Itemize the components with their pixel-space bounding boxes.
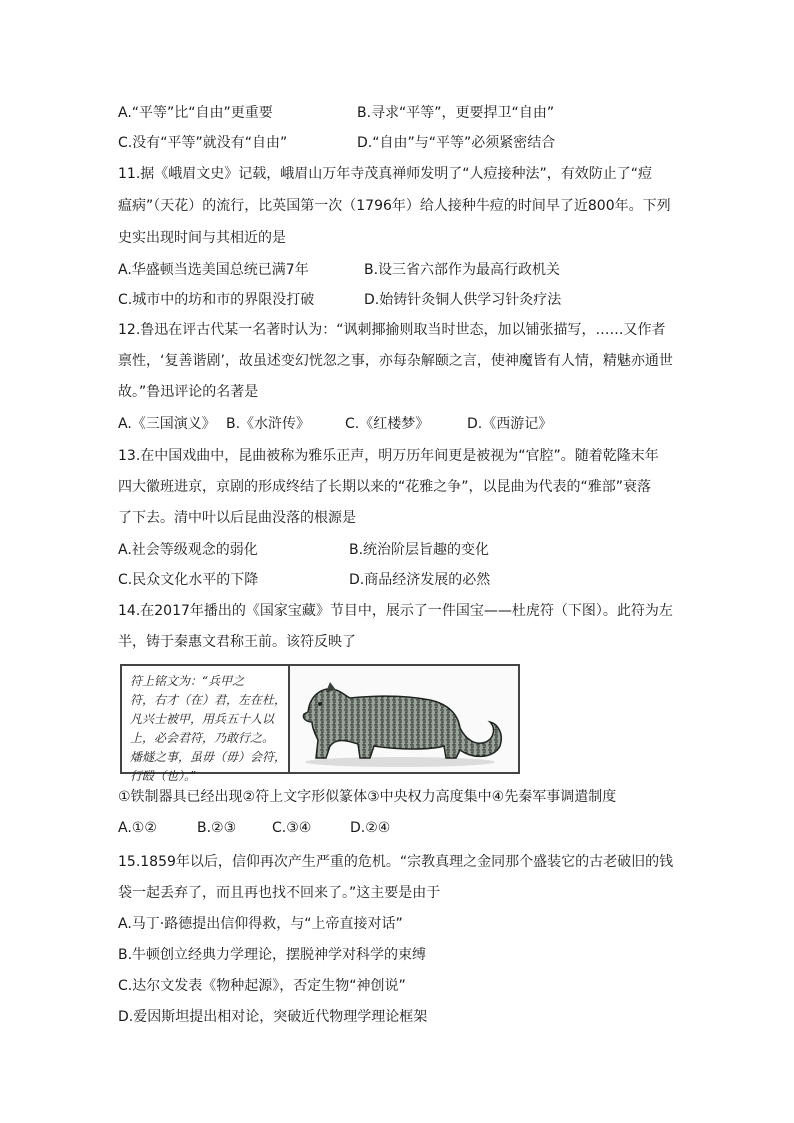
inscription-line: 符上铭文为：“兵甲之: [130, 674, 245, 688]
q12-stem-line-3: 故。”鲁迅评论的名著是: [118, 384, 259, 400]
q12-option-b: B.《水浒传》: [226, 416, 311, 432]
q13-stem-line-3: 了下去。清中叶以后昆曲没落的根源是: [118, 510, 356, 526]
inscription-line: 符，右才（在）君，左在杜，: [130, 693, 287, 707]
q15-option-a: A.马丁·路德提出信仰得救，与“上帝直接对话”: [118, 916, 403, 932]
q14-option-a: A.①②: [118, 820, 157, 836]
q14-option-d: D.②④: [350, 820, 391, 836]
tiger-tally-figure: [120, 664, 520, 783]
q12-stem-line-1: 12.鲁迅在评古代某一名著时认为：“讽刺揶揄则取当时世态，加以铺张描写，……又作者: [118, 322, 666, 338]
q12-option-c: C.《红楼梦》: [345, 416, 430, 432]
q15-stem-line-2: 袋一起丢弃了，而且再也找不回来了。”这主要是由于: [118, 885, 441, 901]
q11-option-d: D.始铸针灸铜人供学习针灸疗法: [364, 292, 562, 308]
q10-option-c: C.没有“平等”就没有“自由”: [118, 135, 288, 151]
q14-option-c: C.③④: [272, 820, 312, 836]
q13-option-a: A.社会等级观念的弱化: [118, 542, 258, 558]
q11-stem-line-3: 史实出现时间与其相近的是: [118, 230, 286, 246]
q11-stem-line-1: 11.据《峨眉文史》记载，峨眉山万年寺茂真禅师发明了“人痘接种法”，有效防止了“痘: [118, 166, 653, 182]
q13-stem-line-2: 四大徽班进京，京剧的形成终结了长期以来的“花雅之争”，以昆曲为代表的“雅部”衰落: [118, 479, 652, 495]
q10-option-a: A.“平等”比“自由”更重要: [118, 105, 273, 121]
q12-stem-line-2: 禀性，‘复善谐剧’，故虽述变幻恍忽之事，亦每杂解颐之言，使神魔皆有人情，精魅亦通世: [118, 353, 673, 369]
q13-option-c: C.民众文化水平的下降: [118, 572, 259, 588]
bronze-tiger-tally-icon: [290, 666, 518, 772]
q12-option-a: A.《三国演义》: [118, 416, 216, 432]
q11-stem-line-2: 瘟病”（天花）的流行，比英国第一次（1796年）给人接种牛痘的时间早了近800年。下列: [118, 198, 671, 214]
q14-option-b: B.②③: [197, 820, 237, 836]
inscription-line: 凡兴士被甲，用兵五十人以: [130, 712, 275, 726]
q15-option-c: C.达尔文发表《物种起源》，否定生物“神创说”: [118, 978, 406, 994]
q13-stem-line-1: 13.在中国戏曲中，昆曲被称为雅乐正声，明万历年间更是被视为“官腔”。随着乾隆末年: [118, 448, 659, 464]
q11-option-b: B.设三省六部作为最高行政机关: [364, 262, 561, 278]
q15-stem-line-1: 15.1859年以后，信仰再次产生严重的危机。“宗教真理之金同那个盛装它的古老破旧的钱: [118, 854, 674, 870]
q14-stem-line-2: 半，铸于秦惠文君称王前。该符反映了: [118, 634, 356, 650]
q11-option-c: C.城市中的坊和市的界限没打破: [118, 292, 315, 308]
q10-option-b: B.寻求“平等”，更要捍卫“自由”: [357, 105, 555, 121]
q13-option-d: D.商品经济发展的必然: [349, 572, 491, 588]
q13-option-b: B.统治阶层旨趣的变化: [349, 542, 490, 558]
q11-option-a: A.华盛顿当选美国总统已满7年: [118, 262, 309, 278]
q14-stem-line-1: 14.在2017年播出的《国家宝藏》节目中，展示了一件国宝——杜虎符（下图）。此符为左: [118, 603, 673, 619]
inscription-line: 上，必会君符，乃敢行之。: [130, 731, 275, 745]
q10-option-d: D.“自由”与“平等”必须紧密结合: [357, 135, 556, 151]
figure-inscription: [122, 666, 290, 783]
inscription-line: 燔燧之事，虽毋（毋）会符，: [130, 750, 287, 764]
inscription-line: 行殹（也）。”: [130, 769, 197, 783]
q12-option-d: D.《西游记》: [467, 416, 553, 432]
q14-statements: ①铁制器具已经出现②符上文字形似篆体③中央权力高度集中④先秦军事调遣制度: [118, 789, 617, 805]
q15-option-d: D.爱因斯坦提出相对论，突破近代物理学理论框架: [118, 1009, 428, 1025]
q15-option-b: B.牛顿创立经典力学理论，摆脱神学对科学的束缚: [118, 947, 427, 963]
